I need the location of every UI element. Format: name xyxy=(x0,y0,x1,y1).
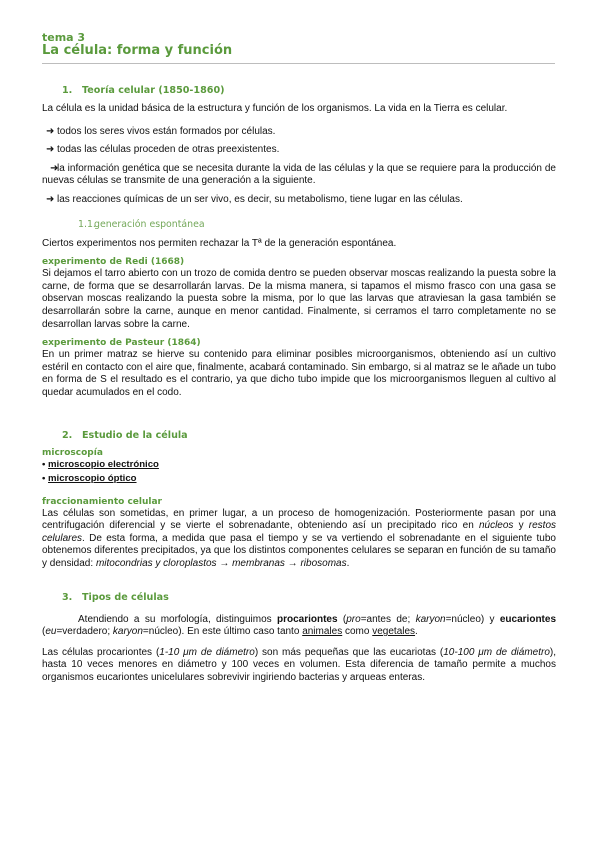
page-title: La célula: forma y función xyxy=(42,43,233,58)
microscope-link[interactable]: microscopio óptico xyxy=(48,473,137,485)
section-1-title: Teoría celular (1850-1860) xyxy=(82,85,225,96)
text-run: núcleos xyxy=(478,520,514,532)
text-run: y xyxy=(513,520,529,532)
pasteur-text: En un primer matraz se hierve su contenido para eliminar posibles microorganismos, obteniendo así un cultivo estéril en contacto con el aire que, finalmente, acabará contaminado. Sin embargo, si al matraz se le añade un tubo en forma de S el resultado es el contrario, ya que dicho tubo impide que los microorganismos lleguen al cultivo al quedar acumulados en el codo. xyxy=(42,349,556,398)
text-run: =antes de; xyxy=(360,613,416,625)
document-page xyxy=(42,32,556,685)
section-2-heading xyxy=(42,430,556,441)
text-run: . xyxy=(415,626,418,638)
text-run: =núcleo) y xyxy=(445,613,500,625)
list-item-text: la información genética que se necesita durante la vida de las células y la que se requiere para la producción de nuevas células se transmite de una generación a la siguiente. xyxy=(42,162,556,187)
text-run: como xyxy=(342,626,373,638)
list-item xyxy=(42,473,556,486)
text-run: restos celulares xyxy=(42,520,557,544)
header-divider xyxy=(42,63,555,64)
list-item-text: todas las células proceden de otras preexistentes. xyxy=(57,144,280,156)
text-run: Las células procariontes ( xyxy=(42,646,160,658)
text-run: mitocondrias y cloroplastos → membranas → ribosomas xyxy=(95,558,347,570)
text-run: 1-10 μm de diámetro xyxy=(159,646,255,658)
text-run: eu xyxy=(45,626,57,638)
redi-text: Si dejamos el tarro abierto con un trozo de comida dentro se pueden observar moscas realizando la puesta sobre la carne, de forma que se desarrollarán larvas. De la misma manera, si tapamos el mismo frasco con una gasa se observan moscas realizando la puesta sobre la misma, por lo que las larvas que atraviesan la gasa también se desarrollarán sobre la carne, aunque en menor cantidad. Finalmente, si cerramos el tarro completamente no se desarrollan larvas sobre la carne. xyxy=(42,268,556,330)
text-run: karyon xyxy=(415,613,446,625)
section-3-title: Tipos de células xyxy=(82,591,169,603)
subsection-title: generación espontánea xyxy=(94,218,205,230)
text-run: procariontes xyxy=(276,613,338,625)
text-run: ) son más pequeñas que las eucariotas ( xyxy=(254,646,444,658)
animales-link[interactable]: animales xyxy=(302,626,343,638)
microscope-link[interactable]: microscopio electrónico xyxy=(48,458,159,470)
section-1-intro: La célula es la unidad básica de la estructura y función de los organismos. La vida en la Tierra es celular. xyxy=(42,103,508,114)
list-item-text: las reacciones químicas de un ser vivo, es decir, su metabolismo, tiene lugar en las células. xyxy=(57,193,463,205)
list-item xyxy=(42,126,556,139)
cell-size-paragraph xyxy=(42,647,556,685)
section-1-heading xyxy=(42,85,556,96)
section-2-title: Estudio de la célula xyxy=(82,429,188,441)
section-2-number: 2. xyxy=(62,429,73,441)
fractionation-label: fraccionamiento celular xyxy=(42,496,162,507)
text-run: ( xyxy=(337,613,347,625)
cell-types-paragraph xyxy=(42,614,556,639)
arrow-icon: ➜ xyxy=(46,144,55,156)
bullet-icon: • xyxy=(42,458,46,470)
text-run: 10-100 μm de diámetro xyxy=(443,646,550,658)
arrow-icon: ➜ xyxy=(46,125,55,137)
text-run: . De esta forma, a medida que pasa el tiempo y se va vertiendo el sobrenadante en el siguiente tubo obtenemos diferentes precipitados, ya que los distintos componentes celulares se separan en función de su tamaño y densidad: xyxy=(42,532,556,570)
generation-intro: Ciertos experimentos nos permiten rechazar la Tª de la generación espontánea. xyxy=(42,237,397,249)
list-item xyxy=(42,194,556,207)
fractionation-text xyxy=(42,508,556,571)
topic-number: tema 3 xyxy=(42,31,86,44)
text-run: Las células son sometidas, en primer lugar, a un proceso de homogenización. Posteriormente pasan por una centrifugación diferencial y se vierte el sobrenadante, obteniendo así un precipitado rico en xyxy=(42,507,556,532)
section-3-heading xyxy=(42,592,556,603)
text-run: karyon xyxy=(112,626,143,638)
microscopy-label: microscopía xyxy=(42,447,103,458)
text-run: =verdadero; xyxy=(56,626,113,638)
text-run: eucariontes xyxy=(499,613,557,625)
bullet-icon: • xyxy=(42,473,46,485)
arrow-icon: ➜ xyxy=(50,162,59,174)
section-3-number: 3. xyxy=(62,591,73,603)
text-run: =núcleo). En este último caso tanto xyxy=(142,626,303,638)
arrow-icon: ➜ xyxy=(46,193,55,205)
text-run: pro xyxy=(346,613,361,625)
list-item xyxy=(42,163,556,188)
redi-label: experimento de Redi (1668) xyxy=(42,257,185,268)
text-run: . xyxy=(346,558,350,570)
document-header xyxy=(42,32,556,64)
subsection-number: 1.1. xyxy=(78,218,96,230)
list-item-text: todos los seres vivos están formados por células. xyxy=(57,125,276,137)
subsection-1-1-heading xyxy=(42,219,556,230)
list-item xyxy=(42,144,556,157)
section-1-number: 1. xyxy=(62,85,73,96)
vegetales-link[interactable]: vegetales xyxy=(372,626,416,638)
text-run: ), hasta 10 veces menores en diámetro y 100 veces en volumen. Esta diferencia de tamaño permite a muchos organismos eucariontes unicelulares sobrevivir ingiriendo bacterias y arqueas enteras. xyxy=(42,646,557,684)
pasteur-label: experimento de Pasteur (1864) xyxy=(42,338,201,349)
text-run: ( xyxy=(42,626,46,638)
list-item xyxy=(42,459,556,472)
text-run: Atendiendo a su morfología, distinguimos xyxy=(78,613,277,625)
